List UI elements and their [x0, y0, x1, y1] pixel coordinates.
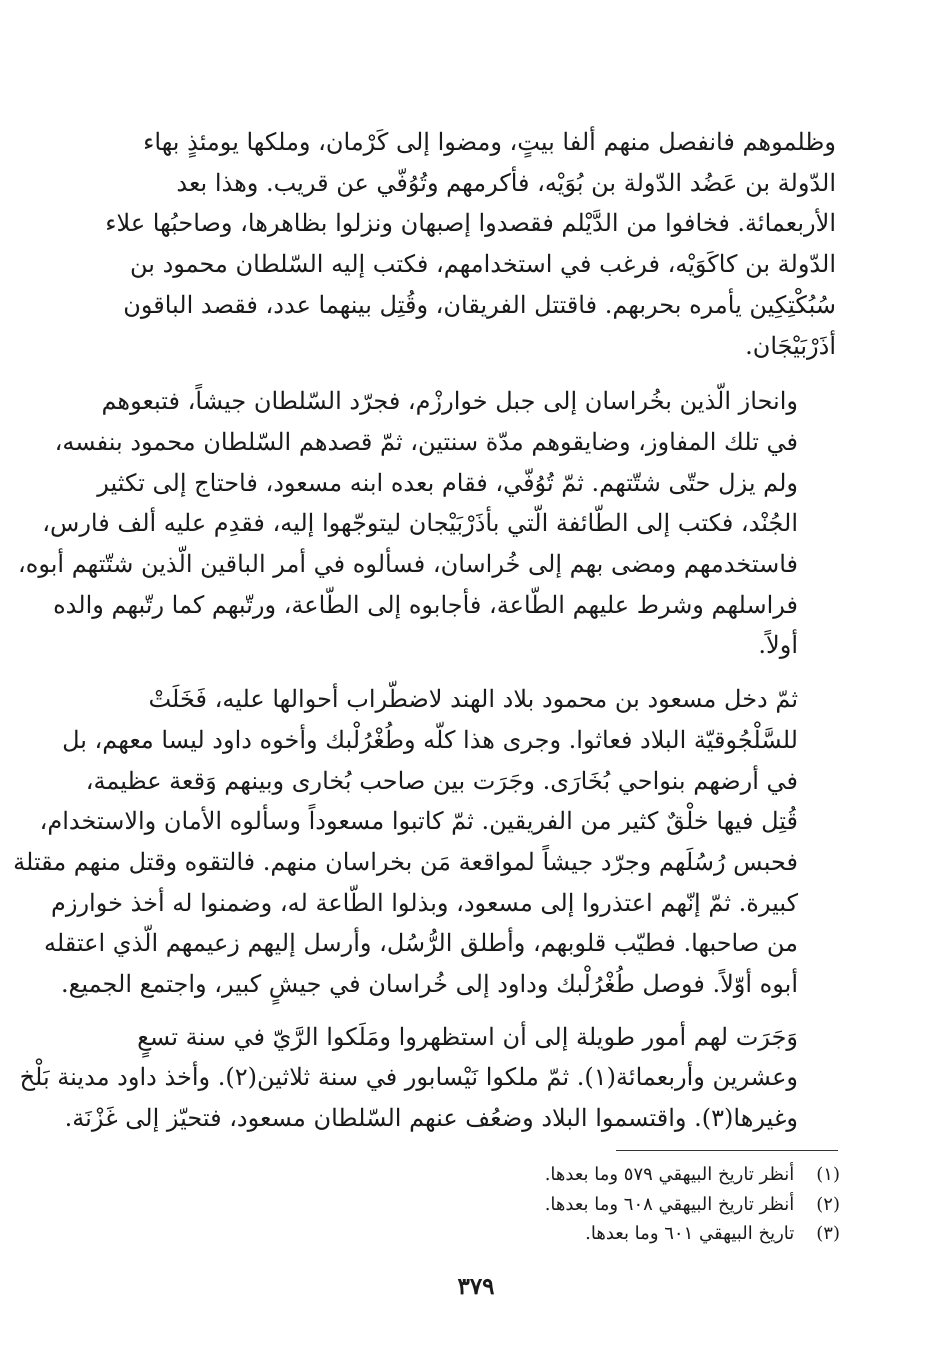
text-line: وانحاز الّذين بخُراسان إلى جبل خوارزْم، فجرّد السّلطان جيشاً، فتبعوهم	[101, 387, 798, 416]
paragraph-3	[13, 679, 836, 1005]
text-line: للسَّلْجُوقيّة البلاد فعاثوا. وجرى هذا كلّه وطُغْرُلْبك وأخوه داود ليسا معهم، بل	[62, 725, 798, 754]
footnote-3	[340, 1219, 840, 1249]
text-line: قُتِل فيها خلْقٌ كثير من الفريقين. ثمّ كاتبوا مسعوداً وسألوه الأمان والاستخدام،	[39, 807, 798, 836]
text-line: الدّولة بن عَضُد الدّولة بن بُوَيْه، فأكرمهم وتُوُفّي عن قريب. وهذا بعد	[176, 168, 836, 197]
text-line: وظلموهم فانفصل منهم ألفا بيتٍ، ومضوا إلى كَرْمان، وملكها يومئذٍ بهاء	[143, 128, 836, 156]
text-line: وغيرها(٣). واقتسموا البلاد وضعُف عنهم السّلطان مسعود، فتحيّز إلى غَزْنَة.	[64, 1104, 798, 1133]
text-line: في أرضهم بنواحي بُخَارَى. وجَرَت بين صاحب بُخارى وبينهم وَقعة عظيمة،	[85, 766, 798, 795]
text-line: في تلك المفاوز، وضايقوهم مدّة سنتين، ثمّ قصدهم السّلطان محمود بنفسه،	[54, 427, 798, 456]
footnote-1	[340, 1160, 840, 1190]
text-line: كبيرة. ثمّ إنّهم اعتذروا إلى مسعود، وبذلوا الطّاعة له، وضمنوا له أخذ خوارزم	[51, 888, 798, 917]
text-line: سُبُكْتِكِين يأمره بحربهم. فاقتتل الفريقان، وقُتِل بينهما عدد، فقصد الباقون	[123, 290, 836, 319]
paragraph-2	[18, 381, 836, 666]
text-line: الجُنْد، فكتب إلى الطّائفة الّتي بأذَرْبَيْجان ليتوجّهوا إليه، فقدِم عليه ألف فارس،	[42, 509, 798, 538]
footnote-text: أنظر تاريخ البيهقي ٦٠٨ وما بعدها.	[544, 1193, 795, 1215]
footnote-2	[340, 1190, 840, 1220]
text-line: فحبس رُسُلَهم وجرّد جيشاً لمواقعة مَن بخراسان منهم. فالتقوه وقتل منهم مقتلة	[13, 847, 798, 876]
text-line: الأربعمائة. فخافوا من الدَّيْلم فقصدوا إصبهان ونزلوا بظاهرها، وصاحبُها علاء	[105, 209, 836, 238]
text-line: وعشرين وأربعمائة(١). ثمّ ملكوا نَيْسابور في سنة ثلاثين(٢). وأخذ داود مدينة بَلْخ	[19, 1063, 798, 1092]
text-line: من صاحبها. فطيّب قلوبهم، وأطلق الرُّسُل، وأرسل إليهم زعيمهم الّذي اعتقله	[43, 929, 798, 958]
paragraph-1	[105, 122, 836, 366]
text-line: فاستخدمهم ومضى بهم إلى خُراسان، فسألوه في أمر الباقين الّذين شتّتهم أبوه،	[18, 550, 798, 579]
text-line: الدّولة بن كاكَوَيْه، فرغب في استخدامهم، فكتب إليه السّلطان محمود بن	[129, 250, 836, 279]
footnotes	[340, 1160, 840, 1249]
footnote-number: (٣)	[816, 1223, 840, 1244]
text-line: ولم يزل حتّى شتّتهم. ثمّ تُوُفّي، فقام بعده ابنه مسعود، فاحتاج إلى تكثير	[97, 468, 798, 497]
text-line: وَجَرَت لهم أمور طويلة إلى أن استظهروا ومَلَكوا الرَّيّ في سنة تسعٍ	[137, 1022, 798, 1051]
footnote-number: (٢)	[816, 1193, 840, 1215]
text-line: ثمّ دخل مسعود بن محمود بلاد الهند لاضطّراب أحوالها عليه، فَخَلَتْ	[148, 685, 798, 714]
text-line: فراسلهم وشرط عليهم الطّاعة، فأجابوه إلى الطّاعة، ورتّبهم كما رتّبهم والده	[53, 590, 798, 619]
text-line: أولاً.	[758, 631, 798, 660]
page-number: ٣٧٩	[457, 1273, 495, 1300]
text-line: أذَرْبَيْجَان.	[745, 331, 836, 360]
footnote-text: أنظر تاريخ البيهقي ٥٧٩ وما بعدها.	[544, 1164, 795, 1185]
footnote-divider	[616, 1150, 838, 1151]
footnote-text: تاريخ البيهقي ٦٠١ وما بعدها.	[585, 1223, 795, 1244]
footnote-number: (١)	[816, 1164, 840, 1185]
paragraph-4	[19, 1017, 836, 1139]
text-line: أبوه أوّلاً. فوصل طُغْرُلْبك وداود إلى خُراسان في جيشٍ كبير، واجتمع الجميع.	[61, 970, 798, 999]
main-text	[13, 122, 836, 1139]
